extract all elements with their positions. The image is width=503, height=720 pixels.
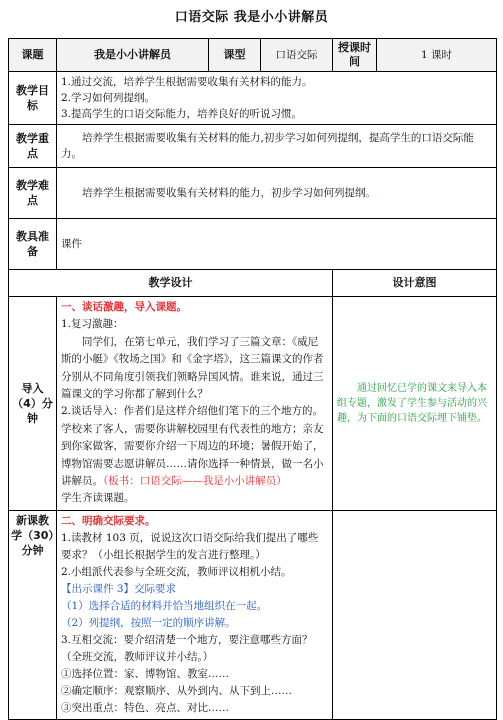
- difficulties-label: 教学难点: [9, 168, 57, 219]
- section1-intent: 通过回忆已学的课文来导入本组专题，激发了学生参与活动的兴趣，为下面的口语交际埋下铺垫。: [337, 382, 487, 424]
- section2-intent-cell: [333, 510, 497, 719]
- header-row: [9, 39, 497, 72]
- goal-item: 3.提高学生的口语交际能力，培养良好的听说习惯。: [61, 108, 303, 120]
- board-note: （板书：口语交际——我是小小讲解员）: [103, 475, 287, 488]
- difficulties-row: [9, 168, 497, 219]
- goal-item: 2.学习如何列提纲。: [61, 92, 156, 104]
- section1-content: [57, 297, 333, 511]
- requirement-1: （1）选择合适的材料并恰当地组织在一起。: [61, 599, 268, 612]
- lesson-plan-table: [8, 38, 497, 720]
- section2-row: [9, 510, 497, 719]
- section1-label: 导入（4）分钟: [9, 297, 57, 511]
- section1-para2: 2.谈话导入：作者们是这样介绍他们笔下的三个地方的。学校来了客人，需要你讲解校园里有代表性的地方；亲友到你家做客，需要你介绍一下周边的环境；暑假开始了，博物馆需要志愿讲解员……请你选择一种情景，做一名小讲解员。: [61, 405, 324, 488]
- page-title: 口语交际 我是小小讲解员: [174, 10, 329, 25]
- difficulties-content: [57, 168, 497, 219]
- key-points-text: 培养学生根据需要收集有关材料的能力,初步学习如何列提纲，提高学生的口语交际能力。: [61, 132, 474, 160]
- key-points-row: [9, 125, 497, 168]
- difficulties-red-mark: 。: [365, 187, 376, 199]
- key-points-content: [57, 125, 497, 168]
- section2-p3: 3.互相交流：要介绍清楚一个地方，要注意哪些方面？（全班交流，教师评议并小结。）: [61, 633, 313, 663]
- type-value: 口语交际: [261, 39, 333, 72]
- point-2: ②确定顺序：观察顺序、从外到内、从下到上……: [61, 684, 292, 697]
- goal-item: 1.通过交流，培养学生根据需要收集有关材料的能力。: [61, 76, 313, 88]
- courseware-note: 【出示课件 3】交际要求: [61, 582, 177, 595]
- section1-row: [9, 297, 497, 511]
- materials-row: [9, 219, 497, 270]
- goals-row: [9, 72, 497, 125]
- requirement-2: （2）列提纲，按照一定的顺序讲解。: [61, 616, 236, 629]
- hours-label: 授课时间: [333, 39, 377, 72]
- goals-label: 教学目标: [9, 72, 57, 125]
- point-3: ③突出重点：特色、亮点、对比……: [61, 701, 229, 714]
- type-label: 课型: [209, 39, 261, 72]
- difficulties-paragraph: [61, 185, 492, 201]
- section1-sub: 1.复习激趣：: [61, 318, 124, 331]
- section1-para3: 学生齐读课题。: [61, 492, 135, 505]
- section1-para2-wrap: [61, 403, 328, 490]
- design-header-left: 教学设计: [9, 270, 333, 297]
- difficulties-text: 培养学生根据需要收集有关材料的能力，初步学习如何列提纲: [82, 187, 366, 199]
- design-header-right: 设计意图: [333, 270, 497, 297]
- topic-label: 课题: [9, 39, 57, 72]
- section2-heading: 二、明确交际要求。: [61, 514, 156, 527]
- section2-p1: 1.读教材 103 页，说说这次口语交际给我们提出了哪些要求？（小组长根据学生的发言进行整理。）: [61, 531, 319, 561]
- materials-label: 教具准备: [9, 219, 57, 270]
- design-header-row: [9, 270, 497, 297]
- section2-label: 新课教学（30）分钟: [9, 510, 57, 719]
- hours-value: 1 课时: [377, 39, 497, 72]
- materials-content: 课件: [57, 219, 497, 270]
- key-points-label: 教学重点: [9, 125, 57, 168]
- topic-value: 我是小小讲解员: [57, 39, 209, 72]
- section2-p2: 2.小组派代表参与全班交流，教师评议相机小结。: [61, 565, 292, 578]
- section2-content: [57, 510, 333, 719]
- point-1: ①选择位置：家、博物馆、教室……: [61, 667, 229, 680]
- goals-content: [57, 72, 497, 125]
- section1-intent-cell: [333, 297, 497, 511]
- section1-heading: 一、谈话激趣，导入课题。: [61, 301, 187, 313]
- section1-para1: 同学们，在第七单元，我们学习了三篇文章：《威尼斯的小艇》《牧场之国》和《金字塔》，这三篇课文的作者分别从不同角度引领我们领略异国风情。谁来说，通过三篇课文的学习你都了解到什么？: [61, 335, 324, 401]
